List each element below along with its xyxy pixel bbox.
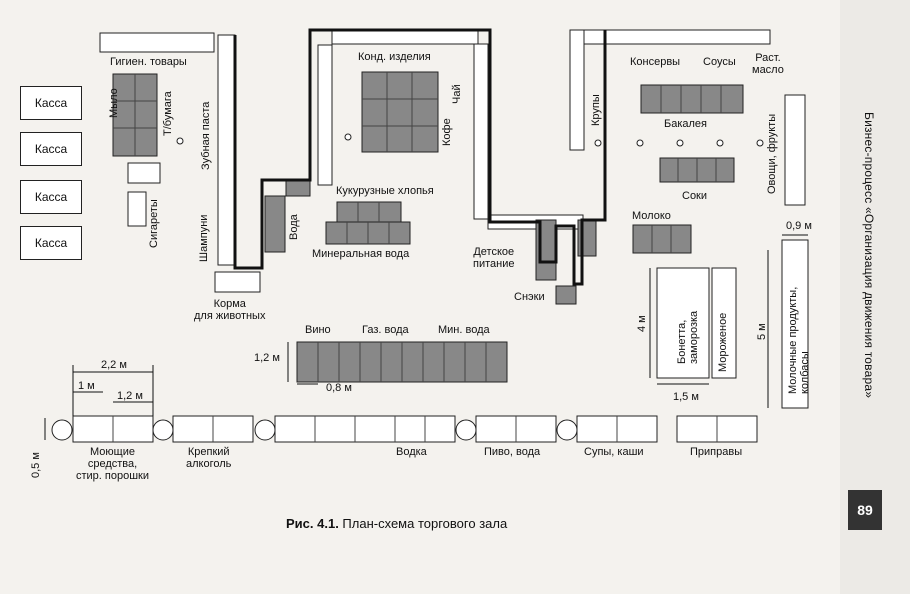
- shelf-pet-food: [215, 272, 260, 292]
- shelf-hygiene: [100, 33, 214, 52]
- shelf-snacks-bottom: [556, 286, 576, 304]
- label-wine: Вино: [305, 324, 331, 336]
- checkout-4: Касса: [20, 226, 82, 260]
- label-toilet-paper: Т/бумага: [162, 91, 174, 136]
- label-bonetta: Бонетта, заморозка: [676, 310, 700, 364]
- wall-strip-grocery-left: [570, 30, 584, 150]
- label-coffee: Кофе: [441, 118, 453, 146]
- label-water: Вода: [288, 214, 300, 240]
- label-mineral-water: Минеральная вода: [312, 248, 410, 260]
- label-milk: Молоко: [632, 210, 671, 222]
- label-hygiene: Гигиен. товары: [110, 56, 187, 68]
- wall-strip-top: [332, 30, 478, 44]
- checkout-1: Касса: [20, 86, 82, 120]
- label-strong-alcohol: Крепкий алкоголь: [186, 446, 232, 470]
- dim-0-9m: 0,9 м: [786, 220, 812, 232]
- label-cigarettes: Сигареты: [148, 199, 160, 248]
- label-confectionery: Конд. изделия: [358, 51, 431, 63]
- wall-strip-left: [318, 45, 332, 185]
- label-detergents: Моющие средства, стир. порошки: [76, 446, 150, 482]
- label-vodka: Водка: [396, 446, 427, 458]
- wall-strip-grocery-top: [584, 30, 770, 44]
- label-beer-water: Пиво, вода: [484, 446, 541, 458]
- label-juices: Соки: [682, 190, 708, 202]
- label-soups: Супы, каши: [584, 446, 644, 458]
- dim-0-8m: 0,8 м: [326, 382, 352, 394]
- dim-0-5m: 0,5 м: [30, 452, 42, 478]
- dim-1-2m-b: 1,2 м: [254, 352, 280, 364]
- dim-1m: 1 м: [78, 380, 95, 392]
- checkout-3: Касса: [20, 180, 82, 214]
- label-shampoos: Шампуни: [198, 214, 210, 262]
- label-tea: Чай: [451, 84, 463, 104]
- shelf-toothpaste-column: [218, 35, 235, 265]
- label-cornflakes: Кукурузные хлопья: [336, 185, 434, 197]
- wall-strip-right: [474, 44, 488, 219]
- caption-text: План-схема торгового зала: [338, 516, 508, 531]
- label-baby-food: Детское питание: [473, 246, 515, 270]
- label-dairy: Молочные продукты, колбасы: [787, 286, 811, 394]
- dim-1-2m: 1,2 м: [117, 390, 143, 402]
- label-pet-food: Корма для животных: [194, 298, 266, 322]
- shelf-cigarettes: [128, 192, 146, 226]
- figure-caption: [286, 516, 507, 531]
- label-ice-cream: Мороженое: [717, 312, 729, 372]
- label-veg-fruit: Овощи, фрукты: [766, 113, 778, 194]
- label-spices: Приправы: [690, 446, 743, 458]
- label-canned: Консервы: [630, 56, 681, 68]
- label-sauces: Соусы: [703, 56, 736, 68]
- dim-1-5m: 1,5 м: [673, 391, 699, 403]
- shelf-veg-fruit: [785, 95, 805, 205]
- shelf-vodka: [275, 416, 455, 442]
- label-soap: Мыло: [108, 88, 120, 118]
- running-title: Бизнес-процесс «Организация движения товара»: [862, 112, 876, 399]
- label-min-water: Мин. вода: [438, 324, 490, 336]
- dim-5m: 5 м: [756, 323, 768, 340]
- shelf-water: [265, 196, 285, 252]
- label-cereals: Крупы: [590, 94, 602, 126]
- label-grocery: Бакалея: [664, 118, 708, 130]
- page-number: 89: [848, 490, 882, 530]
- island-milk: [633, 225, 691, 253]
- label-oil: Раст. масло: [752, 52, 784, 76]
- island-grocery: [641, 85, 743, 113]
- shelf-cigarettes-top: [128, 163, 160, 183]
- label-soda: Газ. вода: [362, 324, 409, 336]
- checkout-2: Касса: [20, 132, 82, 166]
- dim-4m: 4 м: [636, 315, 648, 332]
- island-cornflakes: [337, 202, 401, 222]
- label-toothpaste: Зубная паста: [200, 101, 212, 170]
- island-confectionery: [362, 72, 438, 152]
- dim-2-2m: 2,2 м: [101, 359, 127, 371]
- shelf-water-top: [286, 180, 310, 196]
- label-snacks: Снэки: [514, 291, 545, 303]
- caption-label: Рис. 4.1.: [286, 516, 339, 531]
